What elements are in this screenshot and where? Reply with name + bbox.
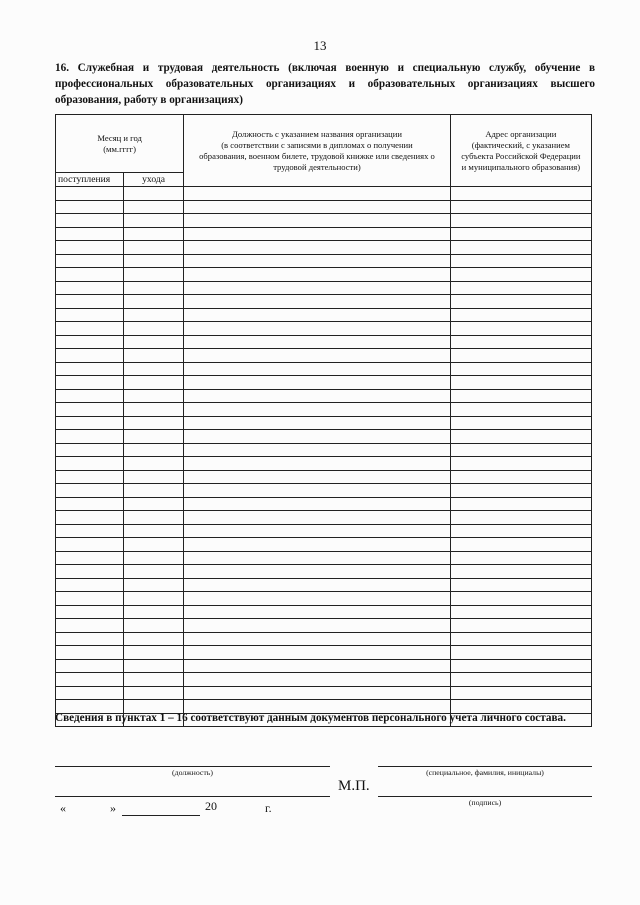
cell-end-date[interactable] (124, 484, 184, 498)
cell-position[interactable] (184, 322, 450, 336)
cell-start-date[interactable] (56, 632, 124, 646)
cell-end-date[interactable] (124, 646, 184, 660)
cell-end-date[interactable] (124, 335, 184, 349)
cell-address[interactable] (450, 322, 591, 336)
cell-position[interactable] (184, 268, 450, 282)
cell-position[interactable] (184, 214, 450, 228)
cell-position[interactable] (184, 524, 450, 538)
cell-end-date[interactable] (124, 308, 184, 322)
cell-position[interactable] (184, 511, 450, 525)
cell-start-date[interactable] (56, 619, 124, 633)
cell-address[interactable] (450, 632, 591, 646)
cell-position[interactable] (184, 484, 450, 498)
table-row (56, 214, 592, 228)
header-position: Должность с указанием названия организации (в соответствии с записями в дипломах о получении образования, военном билете, трудовой книжке или сведениях о трудовой деятельности) (184, 115, 450, 187)
cell-address[interactable] (450, 227, 591, 241)
cell-position[interactable] (184, 389, 450, 403)
cell-position[interactable] (184, 200, 450, 214)
cell-start-date[interactable] (56, 281, 124, 295)
table-row (56, 403, 592, 417)
table-body (56, 187, 592, 727)
cell-position[interactable] (184, 241, 450, 255)
cell-end-date[interactable] (124, 187, 184, 201)
attestation-text: Сведения в пунктах 1 – 16 соответствуют данным документов персонального учета личного состава. (55, 712, 566, 724)
cell-start-date[interactable] (56, 524, 124, 538)
cell-position[interactable] (184, 605, 450, 619)
cell-start-date[interactable] (56, 443, 124, 457)
cell-position[interactable] (184, 632, 450, 646)
table-row (56, 389, 592, 403)
cell-address[interactable] (450, 254, 591, 268)
cell-start-date[interactable] (56, 268, 124, 282)
cell-start-date[interactable] (56, 430, 124, 444)
cell-start-date[interactable] (56, 497, 124, 511)
table-row (56, 254, 592, 268)
table-row (56, 673, 592, 687)
date-month-line[interactable] (122, 815, 200, 816)
table-row (56, 538, 592, 552)
cell-start-date[interactable] (56, 659, 124, 673)
cell-start-date[interactable] (56, 389, 124, 403)
cell-position[interactable] (184, 430, 450, 444)
cell-end-date[interactable] (124, 497, 184, 511)
date-quote-open: « (60, 801, 66, 815)
cell-address[interactable] (450, 470, 591, 484)
cell-start-date[interactable] (56, 200, 124, 214)
table-row (56, 497, 592, 511)
cell-position[interactable] (184, 538, 450, 552)
cell-position[interactable] (184, 281, 450, 295)
cell-end-date[interactable] (124, 241, 184, 255)
cell-end-date[interactable] (124, 295, 184, 309)
header-end: ухода (124, 173, 184, 187)
cell-end-date[interactable] (124, 551, 184, 565)
table-row (56, 376, 592, 390)
page-number: 13 (313, 38, 327, 53)
cell-start-date[interactable] (56, 511, 124, 525)
cell-end-date[interactable] (124, 376, 184, 390)
signature-caption: (подпись) (468, 798, 502, 807)
cell-start-date[interactable] (56, 322, 124, 336)
cell-position[interactable] (184, 295, 450, 309)
cell-address[interactable] (450, 268, 591, 282)
cell-address[interactable] (450, 497, 591, 511)
cell-end-date[interactable] (124, 416, 184, 430)
cell-position[interactable] (184, 457, 450, 471)
cell-address[interactable] (450, 349, 591, 363)
cell-address[interactable] (450, 281, 591, 295)
table-row (56, 268, 592, 282)
header-month-year: Месяц и год (мм.гггг) (56, 115, 184, 173)
cell-end-date[interactable] (124, 686, 184, 700)
cell-start-date[interactable] (56, 308, 124, 322)
cell-position[interactable] (184, 227, 450, 241)
cell-end-date[interactable] (124, 524, 184, 538)
cell-end-date[interactable] (124, 605, 184, 619)
cell-address[interactable] (450, 430, 591, 444)
cell-end-date[interactable] (124, 200, 184, 214)
cell-end-date[interactable] (124, 281, 184, 295)
cell-position[interactable] (184, 470, 450, 484)
name-caption: (специальное, фамилия, инициалы) (426, 768, 544, 777)
cell-end-date[interactable] (124, 470, 184, 484)
cell-address[interactable] (450, 484, 591, 498)
cell-address[interactable] (450, 214, 591, 228)
cell-end-date[interactable] (124, 673, 184, 687)
cell-end-date[interactable] (124, 227, 184, 241)
cell-start-date[interactable] (56, 335, 124, 349)
header-address: Адрес организации (фактический, с указанием субъекта Российской Федерации и муниципального образования) (450, 115, 591, 187)
cell-end-date[interactable] (124, 362, 184, 376)
cell-address[interactable] (450, 565, 591, 579)
table-row (56, 200, 592, 214)
cell-start-date[interactable] (56, 254, 124, 268)
header-start: поступления (56, 173, 124, 187)
table-row (56, 578, 592, 592)
cell-end-date[interactable] (124, 632, 184, 646)
cell-address[interactable] (450, 362, 591, 376)
cell-position[interactable] (184, 592, 450, 606)
table-row (56, 349, 592, 363)
cell-end-date[interactable] (124, 443, 184, 457)
cell-start-date[interactable] (56, 605, 124, 619)
cell-position[interactable] (184, 349, 450, 363)
cell-position[interactable] (184, 551, 450, 565)
cell-position[interactable] (184, 619, 450, 633)
cell-address[interactable] (450, 592, 591, 606)
cell-start-date[interactable] (56, 214, 124, 228)
cell-position[interactable] (184, 403, 450, 417)
cell-address[interactable] (450, 659, 591, 673)
cell-end-date[interactable] (124, 214, 184, 228)
cell-position[interactable] (184, 686, 450, 700)
cell-end-date[interactable] (124, 268, 184, 282)
cell-address[interactable] (450, 416, 591, 430)
cell-end-date[interactable] (124, 389, 184, 403)
cell-end-date[interactable] (124, 430, 184, 444)
cell-end-date[interactable] (124, 538, 184, 552)
cell-start-date[interactable] (56, 295, 124, 309)
table-row (56, 281, 592, 295)
table-row (56, 659, 592, 673)
cell-end-date[interactable] (124, 659, 184, 673)
table-row (56, 565, 592, 579)
cell-position[interactable] (184, 187, 450, 201)
table-row (56, 592, 592, 606)
cell-start-date[interactable] (56, 457, 124, 471)
cell-start-date[interactable] (56, 227, 124, 241)
cell-address[interactable] (450, 524, 591, 538)
table-row (56, 295, 592, 309)
table-row (56, 646, 592, 660)
table-row (56, 416, 592, 430)
table-row (56, 470, 592, 484)
cell-end-date[interactable] (124, 565, 184, 579)
cell-position[interactable] (184, 254, 450, 268)
cell-address[interactable] (450, 389, 591, 403)
stamp-line[interactable] (55, 796, 330, 797)
cell-start-date[interactable] (56, 565, 124, 579)
cell-start-date[interactable] (56, 470, 124, 484)
table-row (56, 632, 592, 646)
table-row (56, 524, 592, 538)
cell-address[interactable] (450, 551, 591, 565)
stamp-label: М.П. (338, 778, 370, 794)
cell-end-date[interactable] (124, 619, 184, 633)
cell-start-date[interactable] (56, 551, 124, 565)
table-row (56, 322, 592, 336)
cell-start-date[interactable] (56, 362, 124, 376)
employment-table (55, 114, 592, 727)
cell-address[interactable] (450, 538, 591, 552)
cell-address[interactable] (450, 605, 591, 619)
cell-address[interactable] (450, 619, 591, 633)
cell-start-date[interactable] (56, 673, 124, 687)
table-row (56, 686, 592, 700)
cell-position[interactable] (184, 335, 450, 349)
cell-address[interactable] (450, 673, 591, 687)
cell-address[interactable] (450, 686, 591, 700)
cell-end-date[interactable] (124, 457, 184, 471)
cell-address[interactable] (450, 457, 591, 471)
cell-address[interactable] (450, 295, 591, 309)
cell-position[interactable] (184, 497, 450, 511)
table-row (56, 241, 592, 255)
cell-position[interactable] (184, 443, 450, 457)
cell-end-date[interactable] (124, 578, 184, 592)
table-row (56, 605, 592, 619)
table-row (56, 457, 592, 471)
table-row (56, 443, 592, 457)
date-quote-close: » (110, 801, 116, 815)
cell-start-date[interactable] (56, 686, 124, 700)
cell-position[interactable] (184, 416, 450, 430)
cell-end-date[interactable] (124, 322, 184, 336)
cell-address[interactable] (450, 335, 591, 349)
cell-end-date[interactable] (124, 592, 184, 606)
cell-start-date[interactable] (56, 484, 124, 498)
cell-address[interactable] (450, 443, 591, 457)
table-row (56, 187, 592, 201)
cell-start-date[interactable] (56, 187, 124, 201)
cell-start-date[interactable] (56, 592, 124, 606)
table-row (56, 511, 592, 525)
name-line[interactable] (378, 766, 592, 767)
date-year-suffix: г. (265, 801, 272, 815)
table-row (56, 362, 592, 376)
table-row (56, 551, 592, 565)
table-row (56, 308, 592, 322)
table-row (56, 227, 592, 241)
cell-start-date[interactable] (56, 538, 124, 552)
cell-address[interactable] (450, 646, 591, 660)
cell-position[interactable] (184, 362, 450, 376)
cell-start-date[interactable] (56, 646, 124, 660)
cell-position[interactable] (184, 376, 450, 390)
date-year-prefix: 20 (205, 799, 217, 813)
cell-address[interactable] (450, 308, 591, 322)
cell-position[interactable] (184, 646, 450, 660)
cell-address[interactable] (450, 403, 591, 417)
cell-start-date[interactable] (56, 578, 124, 592)
cell-address[interactable] (450, 578, 591, 592)
cell-start-date[interactable] (56, 241, 124, 255)
cell-start-date[interactable] (56, 416, 124, 430)
position-caption: (должность) (172, 768, 213, 777)
cell-end-date[interactable] (124, 511, 184, 525)
cell-position[interactable] (184, 308, 450, 322)
cell-position[interactable] (184, 673, 450, 687)
cell-position[interactable] (184, 578, 450, 592)
cell-address[interactable] (450, 511, 591, 525)
cell-start-date[interactable] (56, 403, 124, 417)
table-row (56, 335, 592, 349)
signature-line[interactable] (378, 796, 592, 797)
table-row (56, 619, 592, 633)
position-line[interactable] (55, 766, 330, 767)
section-title: 16. Служебная и трудовая деятельность (включая военную и специальную службу, обучение в профессиональных образовательных организациях и образовательных организациях высшего образования, работу в организациях) (55, 62, 595, 106)
cell-end-date[interactable] (124, 349, 184, 363)
cell-address[interactable] (450, 241, 591, 255)
cell-end-date[interactable] (124, 403, 184, 417)
cell-end-date[interactable] (124, 254, 184, 268)
cell-position[interactable] (184, 659, 450, 673)
cell-position[interactable] (184, 565, 450, 579)
table-row (56, 484, 592, 498)
cell-address[interactable] (450, 200, 591, 214)
cell-start-date[interactable] (56, 376, 124, 390)
cell-address[interactable] (450, 187, 591, 201)
table-row (56, 430, 592, 444)
cell-start-date[interactable] (56, 349, 124, 363)
cell-address[interactable] (450, 376, 591, 390)
